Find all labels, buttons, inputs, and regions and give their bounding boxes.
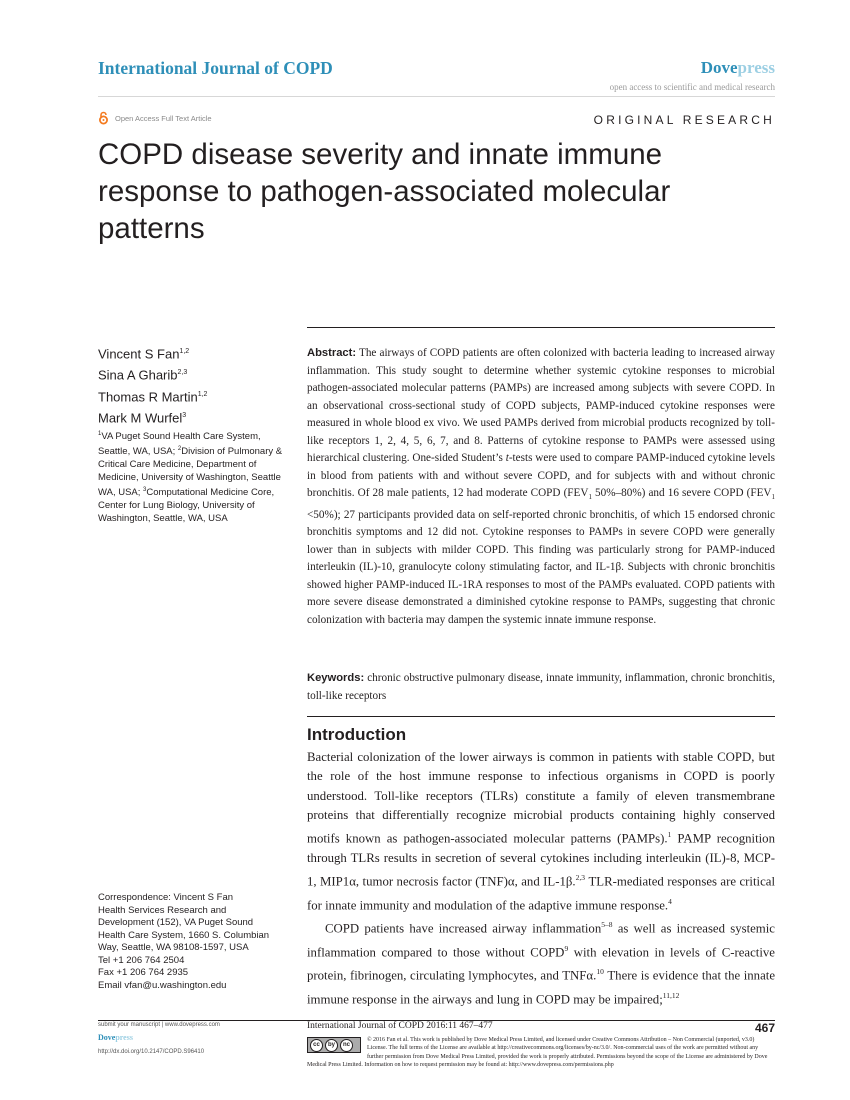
keywords-label: Keywords:: [307, 672, 365, 684]
footer-logo-press: press: [115, 1033, 133, 1042]
intro-text: There is evidence that the innate immune response in the airways and lung in COPD may be impaired;: [307, 968, 775, 1007]
open-access-lock-icon: [98, 111, 109, 125]
correspondence-line: Development (152), VA Puget Sound: [98, 917, 254, 928]
correspondence-line: Health Services Research and: [98, 904, 227, 916]
intro-paragraph-2: [307, 915, 775, 1009]
affiliation-number: 1: [98, 431, 102, 437]
footer-logo-dove: Dove: [98, 1033, 116, 1042]
introduction-body: [307, 748, 775, 1009]
author-name-text: Sina A Gharib: [98, 367, 178, 383]
open-access-label: [98, 111, 212, 125]
affiliation-text: Computational Medicine Core, Center for Lung Biology, University of Washington, Seattle, WA, USA: [98, 487, 275, 525]
abstract-sub-1: 1: [588, 493, 592, 502]
cc-icon: cc: [310, 1039, 323, 1052]
intro-text: Bacterial colonization of the lower airways is common in patients with stable COPD, but the role of the host immune response to infectious organisms in COPD is poorly understood. Toll-like receptors (TLRs) constitute a family of eleven transmembrane proteins that differentially recognize microbial products containing highly conserved motifs known as pathogen-associated molecular patterns (PAMPs).: [307, 750, 775, 846]
publisher-logo-dove: Dove: [700, 58, 738, 77]
abstract-top-rule: [307, 327, 775, 328]
affiliation-text: VA Puget Sound Health Care System, Seattle, WA, USA;: [98, 431, 261, 458]
cc-by-icon: by: [325, 1039, 338, 1052]
author-affiliation-ref: 3: [182, 411, 187, 419]
keywords-text: chronic obstructive pulmonary disease, innate immunity, inflammation, chronic bronchitis, toll-like receptors: [307, 672, 775, 702]
affiliation-text: Division of Pulmonary & Critical Care Medicine, Department of Medicine, University of Washington, Seattle WA, USA;: [98, 446, 283, 499]
abstract-italic-t: t: [505, 452, 509, 464]
author-affiliation-ref: 2,3: [177, 369, 188, 377]
citation-ref[interactable]: 10: [596, 967, 604, 977]
abstract-text-1: The airways of COPD patients are often colonized with bacteria leading to increased airway inflammation. This study sought to determine whether systemic cytokine responses to microbial pathogen-associated molecular patterns (PAMPs) are increased among subjects with severe COPD. In an observational cross-sectional study of COPD subjects, PAMP-induced cytokine responses were measured in whole blood ex vivo. We used PAMPs derived from microbial products recognized by toll-like receptors 1, 2, 4, 5, 6, 7, and 8. Patterns of cytokine response to PAMPs were assessed using hierarchical clustering. One-sided Student’s: [307, 347, 775, 464]
abstract-label: Abstract:: [307, 347, 357, 359]
correspondence-line: Correspondence: Vincent S Fan: [98, 892, 234, 903]
footer-publisher-logo[interactable]: [98, 1033, 133, 1042]
author-name-text: Thomas R Martin: [98, 388, 198, 404]
abstract-text-3: 50%–80%) and 16 severe COPD (FEV: [591, 487, 772, 499]
publisher-logo-press: press: [737, 58, 775, 77]
publisher-tagline: open access to scientific and medical research: [609, 82, 775, 92]
creative-commons-badge[interactable]: [307, 1037, 361, 1053]
intro-text: TLR-mediated responses are critical for innate immunity and modulation of the adaptive immune response.: [307, 874, 776, 912]
license-text: © 2016 Fan et al. This work is published by Dove Medical Press Limited, and licensed under Creative Commons Attribution – Non Commercial (unported, v3.0) License. The full terms of the License are available at http://creativecommons.org/licenses/by-nc/3.0/. Non-commercial uses of the work are permitted without any further permission from Dove Medical Press Limited, provided the work is properly attributed. Permissions beyond the scope of the License are administered by Dove Medical Press Limited. Information on how to request permission may be found at: http://www.dovepress.com/permissions.php: [307, 1037, 768, 1068]
abstract-text-4: <50%); 27 participants provided data on self-reported chronic bronchitis, of which 15 endorsed chronic bronchitis symptoms and 12 did not. Cytokine responses to PAMPs in severe COPD were generally lower than in subjects with milder COPD. This finding was particularly strong for PAMP-induced interleukin (IL)-10, granulocyte colony stimulating factor, and IL-1β. Subjects with chronic bronchitis showed higher PAMP-induced IL-1RA responses to most of the PAMPs evaluated. COPD patients with more severe disease demonstrated a diminished cytokine response to PAMPs, suggesting that chronic colonization with bacteria may dampen the systemic innate immune response.: [307, 508, 775, 626]
intro-text: COPD patients have increased airway inflammation: [325, 921, 602, 936]
correspondence-line: Fax +1 206 764 2935: [98, 967, 189, 978]
abstract-sub-2: 1: [771, 493, 775, 502]
intro-paragraph-1: [307, 748, 775, 915]
affiliations: [98, 428, 293, 525]
journal-name[interactable]: International Journal of COPD: [98, 58, 333, 78]
abstract: [307, 345, 775, 629]
correspondence: [98, 892, 288, 992]
open-access-text: Open Access Full Text Article: [115, 113, 212, 123]
introduction-heading: Introduction: [307, 725, 407, 744]
citation-ref[interactable]: 2,3: [575, 873, 585, 883]
author-affiliation-ref: 1,2: [179, 348, 190, 355]
publisher-logo[interactable]: [701, 58, 775, 78]
author-name-text: Vincent S Fan: [98, 346, 180, 362]
affiliation-number: 3: [143, 487, 147, 494]
page-number: 467: [754, 1021, 775, 1035]
citation-ref[interactable]: 9: [564, 943, 569, 953]
author-name-text: Mark M Wurfel: [98, 410, 183, 426]
journal-citation: International Journal of COPD 2016:11 467–477: [307, 1021, 493, 1031]
abstract-text-2: -tests were used to compare PAMP-induced cytokine levels in blood from patients with and without severe COPD, and for subjects with and without chronic bronchitis. Of 28 male patients, 12 had moderate COPD (FEV: [307, 452, 775, 499]
article-category: ORIGINAL RESEARCH: [593, 113, 775, 127]
citation-ref[interactable]: 1: [667, 830, 672, 840]
affiliation-number: 2: [177, 446, 182, 453]
author-affiliation-ref: 1,2: [197, 390, 208, 398]
cc-nc-icon: nc: [340, 1039, 353, 1052]
intro-text: PAMP recognition through TLRs results in secretion of several cytokines including interleukin (IL)-8, MCP-1, MIP1α, tumor necrosis factor (TNF)α, and IL-1β.: [307, 831, 775, 889]
author-name[interactable]: [98, 363, 207, 384]
citation-ref[interactable]: 11,12: [662, 990, 680, 1000]
article-title: COPD disease severity and innate immune response to pathogen-associated molecular patterns: [98, 138, 671, 245]
citation-ref[interactable]: 4: [668, 896, 672, 906]
doi-link[interactable]: http://dx.doi.org/10.2147/COPD.S96410: [98, 1049, 205, 1055]
correspondence-line: Way, Seattle, WA 98108-1597, USA: [98, 942, 249, 953]
submit-manuscript-link[interactable]: submit your manuscript | www.dovepress.com: [98, 1022, 220, 1028]
correspondence-line: Tel +1 206 764 2504: [98, 954, 185, 966]
correspondence-email[interactable]: Email vfan@u.washington.edu: [98, 979, 227, 991]
author-name[interactable]: [98, 385, 207, 406]
keywords: [307, 670, 775, 705]
author-name[interactable]: [98, 342, 207, 363]
header-divider: [98, 96, 775, 97]
correspondence-line: Health Care System, 1660 S. Columbian: [98, 929, 270, 941]
license-notice: [307, 1036, 775, 1069]
author-list: [98, 342, 207, 427]
intro-text: with elevation in levels of C-reactive protein, fibrinogen, circulating lymphocytes, and TNFα.: [307, 945, 775, 983]
intro-text: as well as increased systemic inflammation compared to those without COPD: [307, 921, 775, 959]
citation-ref[interactable]: 5–8: [601, 920, 613, 930]
keywords-divider: [307, 716, 775, 717]
author-name[interactable]: [98, 406, 207, 427]
